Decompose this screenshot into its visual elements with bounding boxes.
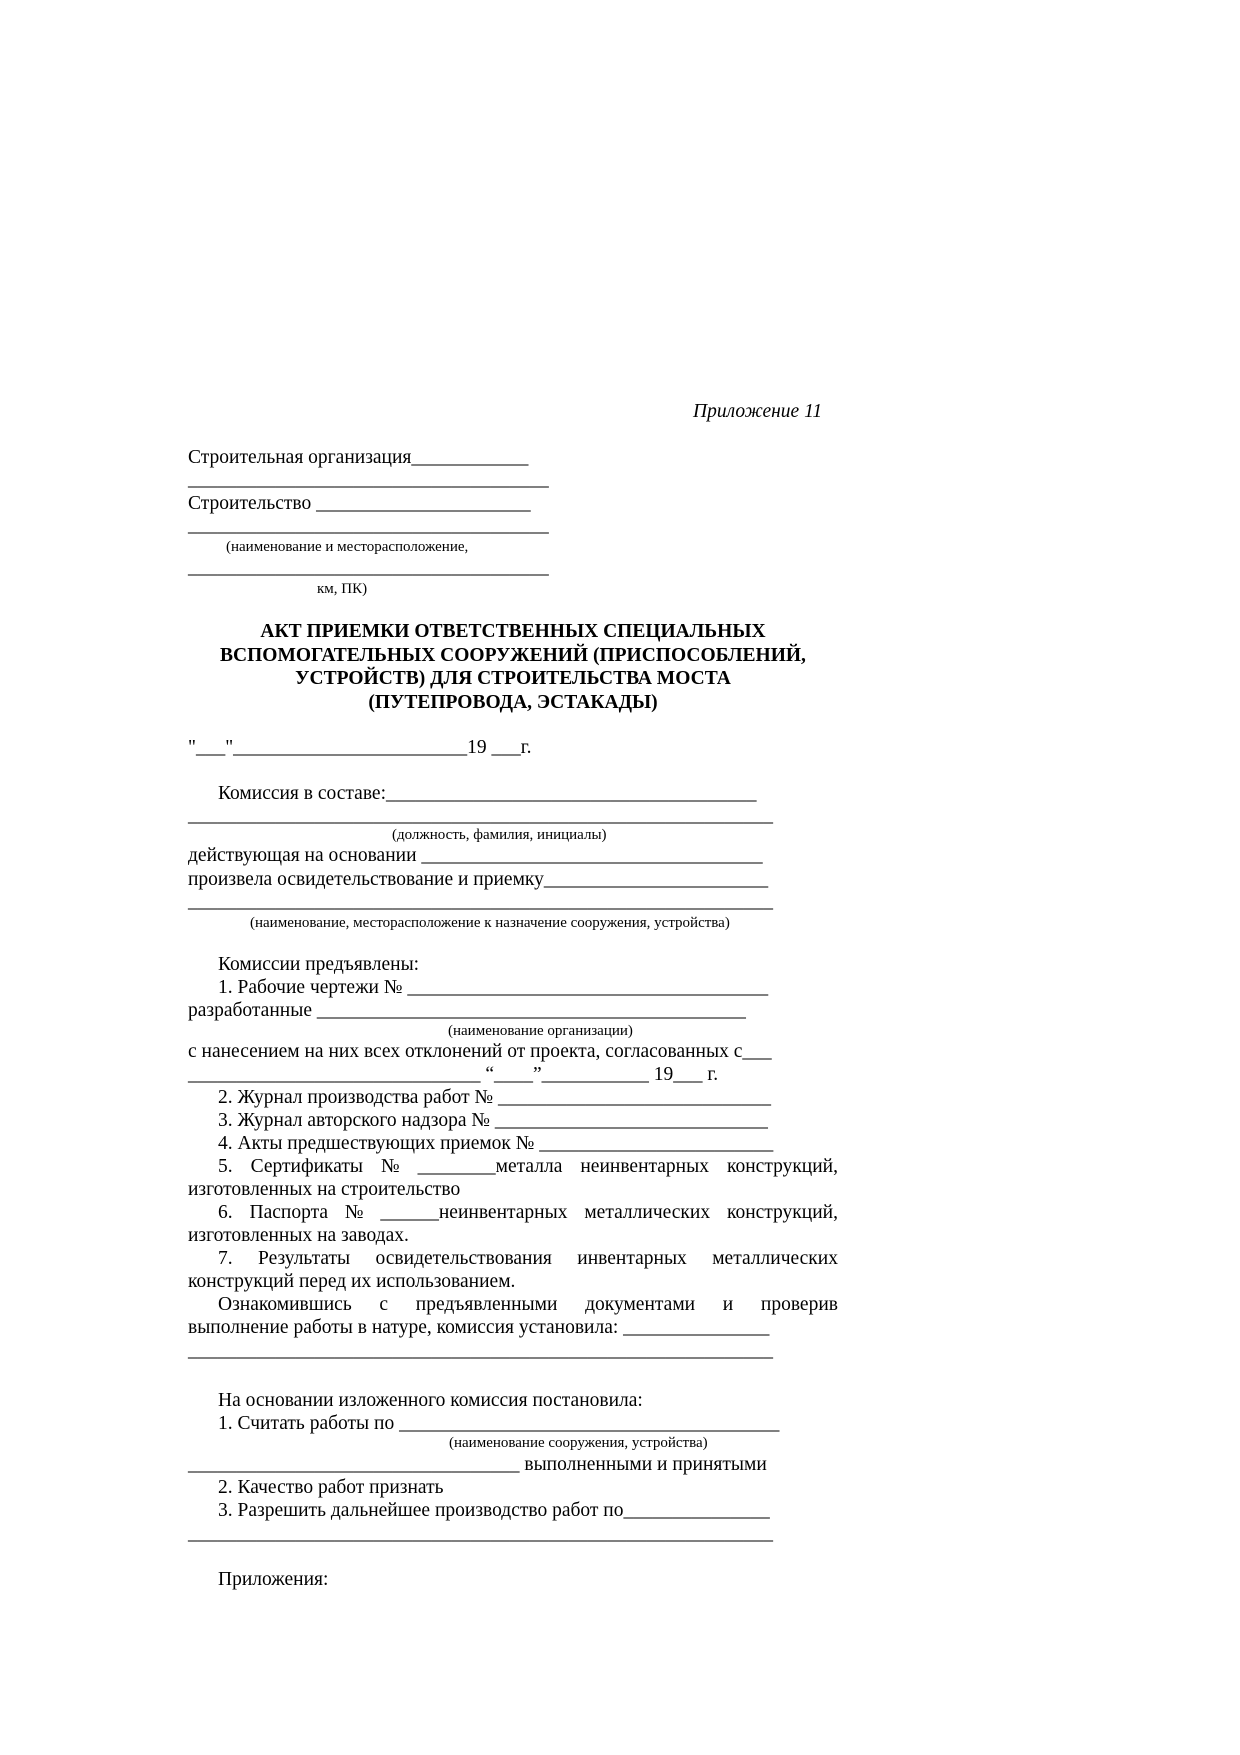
date-line: "___"________________________19 ___г. <box>188 737 532 758</box>
blank-line: ____________________________________________________________ <box>188 891 773 912</box>
item-certificates: 5. Сертификаты № ________металла неинвентарных конструкций, <box>218 1156 838 1177</box>
title-line: УСТРОЙСТВ) ДЛЯ СТРОИТЕЛЬСТВА МОСТА <box>295 668 731 689</box>
decision-quality: 2. Качество работ признать <box>218 1477 444 1498</box>
blank-line: ____________________________________________________________ <box>188 1523 773 1544</box>
decision-heading: На основании изложенного комиссия постановила: <box>218 1390 643 1411</box>
structure-hint: (наименование сооружения, устройства) <box>449 1435 708 1451</box>
blank-line: _____________________________________ <box>188 515 549 536</box>
decision-accept-works: 1. Считать работы по _______________________________________ <box>218 1413 780 1434</box>
item-drawings: 1. Рабочие чертежи № _____________________________________ <box>218 977 769 998</box>
title-line: (ПУТЕПРОВОДА, ЭСТАКАДЫ) <box>368 691 658 713</box>
item-certificates-cont: изготовленных на строительство <box>188 1179 461 1200</box>
decision-permit-further: 3. Разрешить дальнейшее производство работ по_______________ <box>218 1500 770 1521</box>
item-passports-cont: изготовленных на заводах. <box>188 1225 409 1246</box>
findings-line: выполнение работы в натуре, комиссия установила: _______________ <box>188 1317 770 1338</box>
item-deviations: с нанесением на них всех отклонений от проекта, согласованных с___ <box>188 1041 772 1062</box>
object-description-hint: (наименование, месторасположение к назначение сооружения, устройства) <box>250 915 730 931</box>
item-work-log: 2. Журнал производства работ № ____________________________ <box>218 1087 771 1108</box>
organization-hint: (наименование организации) <box>448 1023 633 1039</box>
commission-line: Комиссия в составе:______________________________________ <box>218 783 757 804</box>
item-inspection-results-cont: конструкций перед их использованием. <box>188 1271 516 1292</box>
title-line: АКТ ПРИЕМКИ ОТВЕТСТВЕННЫХ СПЕЦИАЛЬНЫХ <box>260 621 766 642</box>
appendix-number: Приложение 11 <box>693 401 823 422</box>
attachments-heading: Приложения: <box>218 1569 329 1590</box>
location-hint: (наименование и месторасположение, <box>226 539 469 555</box>
title-line: ВСПОМОГАТЕЛЬНЫХ СООРУЖЕНИЙ (ПРИСПОСОБЛЕНИЙ, <box>220 644 806 666</box>
presented-heading: Комиссии предъявлены: <box>218 954 420 975</box>
inspection-line: произвела освидетельствование и приемку_______________________ <box>188 869 769 890</box>
construction-org-line: Строительная организация____________ <box>188 447 529 468</box>
blank-line: _____________________________________ <box>188 469 549 490</box>
findings-paragraph: Ознакомившись с предъявленными документами и проверив <box>218 1294 838 1315</box>
construction-line: Строительство ______________________ <box>188 493 531 514</box>
item-passports: 6. Паспорта № ______неинвентарных металлических конструкций, <box>218 1202 838 1223</box>
km-pk-hint: км, ПК) <box>317 581 368 597</box>
document-title <box>188 620 838 714</box>
decision-accepted-line: __________________________________ выполненными и принятыми <box>188 1454 767 1475</box>
basis-line: действующая на основании ___________________________________ <box>188 845 763 866</box>
item-developed-by: разработанные ____________________________________________ <box>188 1000 746 1021</box>
position-name-hint: (должность, фамилия, инициалы) <box>392 827 607 843</box>
item-previous-acts: 4. Акты предшествующих приемок № ________________________ <box>218 1133 774 1154</box>
item-supervision-log: 3. Журнал авторского надзора № ____________________________ <box>218 1110 768 1131</box>
item-inspection-results: 7. Результаты освидетельствования инвентарных металлических <box>218 1248 838 1269</box>
blank-line: ____________________________________________________________ <box>188 1340 773 1361</box>
blank-line: ____________________________________________________________ <box>188 805 773 826</box>
blank-line: _____________________________________ <box>188 557 549 578</box>
item-agreement-date: ______________________________ “____”___________ 19___ г. <box>188 1064 719 1085</box>
